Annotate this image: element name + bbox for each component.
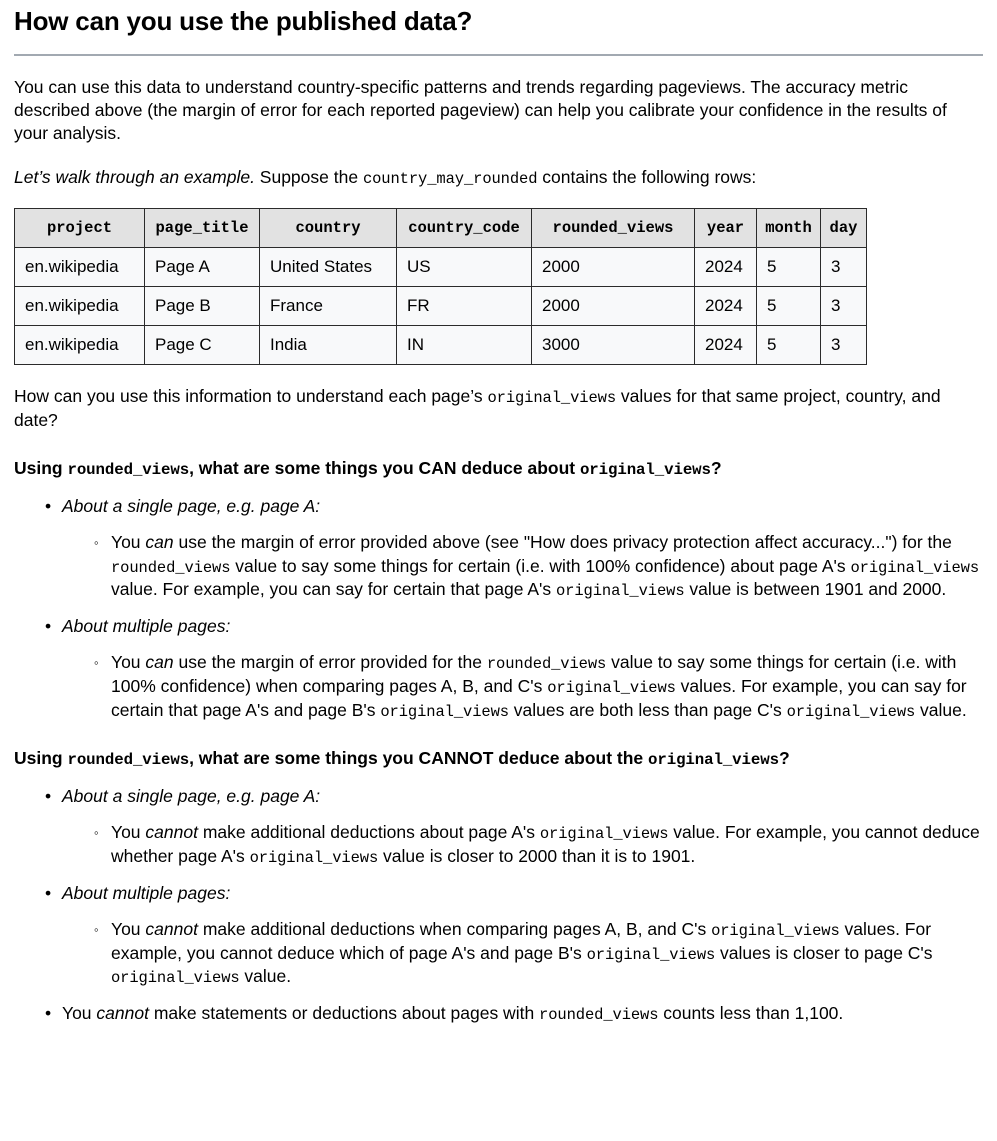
text-fragment: value. For example, you can say for certain that page A's: [111, 579, 556, 600]
cannot-heading-part3: ?: [778, 748, 790, 769]
group-label: About a single page, e.g. page A:: [62, 496, 321, 517]
group-label: About a single page, e.g. page A:: [62, 786, 321, 807]
inline-code-rounded-views: rounded_views: [67, 461, 190, 480]
text-fragment: You: [111, 822, 146, 843]
can-heading-part3: ?: [710, 458, 722, 479]
emphasis-can: can: [145, 532, 174, 553]
column-header-year: year: [695, 209, 757, 248]
list-item-text: [111, 651, 983, 722]
text-fragment: value is closer to 2000 than it is to 1901.: [378, 846, 696, 867]
list-item: [94, 651, 983, 722]
list-item: [45, 882, 983, 989]
table-row: [15, 248, 867, 287]
inline-code-original-views: original_views: [648, 751, 779, 770]
cell-month: 5: [757, 287, 821, 326]
cell-month: 5: [757, 326, 821, 365]
can-single-page-sublist: [62, 531, 983, 602]
column-header-page-title: page_title: [145, 209, 260, 248]
text-fragment: You: [111, 532, 146, 553]
bullet-circle-icon: ◦: [94, 655, 99, 671]
can-deduce-heading: [14, 457, 983, 481]
bullet-circle-icon: ◦: [94, 535, 99, 551]
group-label: About multiple pages:: [62, 616, 231, 637]
inline-code-original-views: original_views: [586, 945, 716, 964]
inline-code-original-views: original_views: [711, 922, 840, 941]
cell-year: 2024: [695, 287, 757, 326]
cell-year: 2024: [695, 326, 757, 365]
emphasis-cannot: cannot: [145, 919, 198, 940]
cell-rounded-views: 2000: [532, 287, 695, 326]
cell-country-code: US: [397, 248, 532, 287]
bullet-circle-icon: ◦: [94, 922, 99, 938]
text-fragment: You: [111, 919, 146, 940]
example-intro-paragraph: [14, 166, 983, 190]
inline-code-original-views: original_views: [579, 461, 711, 480]
emphasis-can: can: [145, 652, 174, 673]
table-row: [15, 287, 867, 326]
cell-country-code: IN: [397, 326, 532, 365]
intro-paragraph: You can use this data to understand country-specific patterns and trends regarding pageviews. The accuracy metric described above (the margin of error for each reported pageview) can help you calibrate your confidence in the results of your analysis.: [14, 76, 947, 144]
column-header-day: day: [821, 209, 867, 248]
cell-day: 3: [821, 287, 867, 326]
column-header-month: month: [757, 209, 821, 248]
column-header-country-code: country_code: [397, 209, 532, 248]
inline-code-original-views: original_views: [555, 582, 685, 601]
cell-page-title: Page A: [145, 248, 260, 287]
page-title: How can you use the published data?: [14, 6, 473, 36]
inline-code-original-views: original_views: [786, 702, 916, 721]
text-fragment: value.: [915, 699, 967, 720]
can-multiple-pages-sublist: [62, 651, 983, 722]
cell-country: France: [260, 287, 397, 326]
inline-code-original-views: original_views: [380, 702, 509, 721]
column-header-rounded-views: rounded_views: [532, 209, 695, 248]
cell-rounded-views: 2000: [532, 248, 695, 287]
example-lead-italic: Let’s walk through an example.: [14, 166, 255, 187]
bullet-circle-icon: ◦: [94, 825, 99, 841]
list-item: [45, 785, 983, 869]
question-part2: values for that same project, country, and date?: [14, 386, 941, 430]
text-fragment: make additional deductions about page A's: [197, 822, 540, 843]
text-fragment: use the margin of error provided above (see "How does privacy protection affect accuracy...") for the: [173, 532, 952, 553]
cell-country: India: [260, 326, 397, 365]
text-fragment: values are both less than page C's: [508, 699, 787, 720]
cell-project: en.wikipedia: [15, 287, 145, 326]
text-fragment: make additional deductions when comparing pages A, B, and C's: [197, 919, 712, 940]
list-item: [45, 495, 983, 602]
column-header-project: project: [15, 209, 145, 248]
cannot-heading-part1: Using: [14, 748, 68, 769]
example-text-before-code: Suppose the: [254, 166, 363, 187]
list-item-text: [62, 1002, 983, 1026]
question-part1: How can you use this information to understand each page’s: [14, 386, 488, 407]
inline-code-original-views: original_views: [539, 825, 669, 844]
column-header-country: country: [260, 209, 397, 248]
list-item: [94, 821, 983, 868]
cell-project: en.wikipedia: [15, 248, 145, 287]
text-fragment: values. For example, you cannot deduce which of page A's and page B's: [111, 919, 932, 963]
bullet-disc-icon: •: [45, 1003, 52, 1023]
list-item: [94, 918, 983, 989]
can-deduce-list: [14, 495, 983, 722]
list-item: [45, 1002, 983, 1026]
inline-code-country-may-rounded: country_may_rounded: [362, 169, 538, 188]
inline-code-rounded-views: rounded_views: [486, 655, 607, 674]
text-fragment: You: [111, 652, 146, 673]
inline-code-original-views: original_views: [249, 849, 379, 868]
list-item: [94, 531, 983, 602]
example-text-after-code: contains the following rows:: [537, 166, 757, 187]
cell-month: 5: [757, 248, 821, 287]
cell-project: en.wikipedia: [15, 326, 145, 365]
cannot-multiple-pages-sublist: [62, 918, 983, 989]
text-fragment: values. For example, you can say for certain that page A's and page B's: [111, 675, 967, 720]
cannot-deduce-heading: [14, 747, 983, 771]
cannot-single-page-sublist: [62, 821, 983, 868]
text-fragment: value to say some things for certain (i.e. with 100% confidence) about page A's: [230, 555, 851, 576]
bullet-disc-icon: •: [45, 786, 52, 807]
text-fragment: values is closer to page C's: [715, 942, 933, 963]
list-item: [45, 615, 983, 722]
inline-code-rounded-views: rounded_views: [539, 1006, 659, 1024]
can-heading-part2: , what are some things you CAN deduce about: [189, 458, 580, 479]
text-fragment: counts less than 1,100.: [658, 1003, 844, 1023]
table-header-row: [15, 209, 867, 248]
list-item-text: [111, 918, 983, 989]
inline-code-rounded-views: rounded_views: [111, 558, 231, 577]
cell-country-code: FR: [397, 287, 532, 326]
group-label: About multiple pages:: [62, 882, 231, 903]
text-fragment: value. For example, you cannot deduce whether page A's: [111, 822, 980, 867]
emphasis-cannot: cannot: [96, 1003, 149, 1023]
text-fragment: value.: [239, 966, 292, 987]
question-paragraph: [14, 385, 983, 432]
cannot-deduce-list: [14, 785, 983, 1025]
cell-day: 3: [821, 248, 867, 287]
bullet-disc-icon: •: [45, 882, 52, 903]
inline-code-rounded-views: rounded_views: [67, 751, 190, 770]
can-heading-part1: Using: [14, 458, 68, 479]
cell-page-title: Page B: [145, 287, 260, 326]
example-data-table: [14, 208, 867, 365]
cell-year: 2024: [695, 248, 757, 287]
cell-day: 3: [821, 326, 867, 365]
inline-code-original-views: original_views: [547, 678, 676, 697]
text-fragment: value to say some things for certain (i.e. with 100% confidence) when comparing pages A, B, and C's: [111, 652, 957, 696]
inline-code-original-views: original_views: [850, 558, 980, 577]
bullet-disc-icon: •: [45, 496, 52, 517]
inline-code-original-views: original_views: [487, 389, 617, 408]
cell-rounded-views: 3000: [532, 326, 695, 365]
text-fragment: value is between 1901 and 2000.: [684, 579, 947, 600]
title-divider: [14, 54, 983, 56]
emphasis-cannot: cannot: [145, 822, 198, 843]
text-fragment: make statements or deductions about pages with: [148, 1003, 540, 1023]
text-fragment: You: [62, 1003, 97, 1023]
cannot-heading-part2: , what are some things you CANNOT deduce about the: [189, 748, 649, 769]
text-fragment: use the margin of error provided for the: [173, 652, 487, 673]
bullet-disc-icon: •: [45, 616, 52, 637]
list-item-text: [111, 531, 983, 602]
table-row: [15, 326, 867, 365]
list-item-text: [111, 821, 983, 868]
cell-country: United States: [260, 248, 397, 287]
inline-code-original-views: original_views: [111, 969, 240, 988]
cell-page-title: Page C: [145, 326, 260, 365]
